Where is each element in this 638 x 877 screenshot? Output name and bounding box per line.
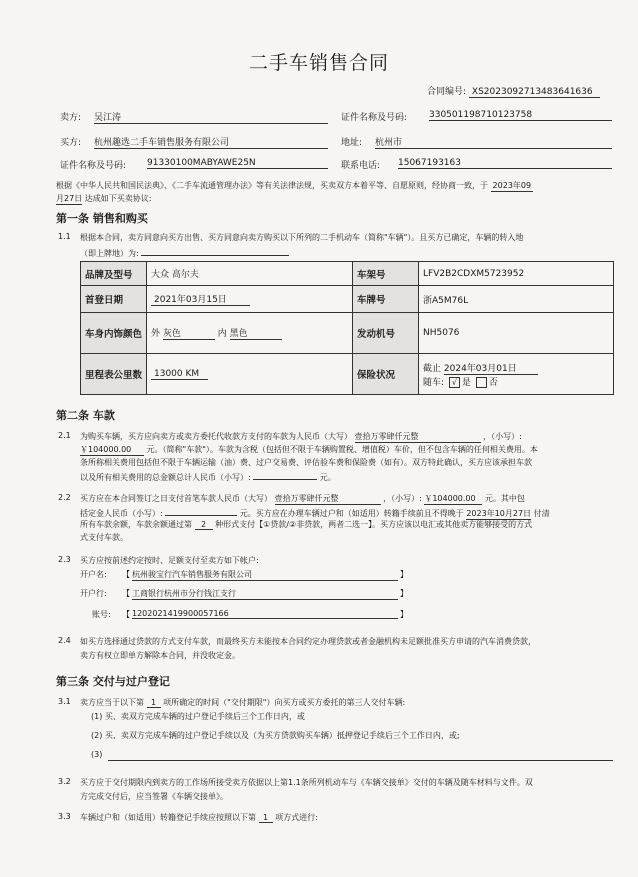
clause-2-2-text-b1: 括定金人民币（小写）: (80, 509, 163, 518)
clause-2-2-amount-cn: 壹拾万零肆仟元整 (275, 493, 381, 505)
clause-2-1-line-3: 条所称相关费用包括但不限于车辆运输（油）费、过户交易费、评估验车费和保险费（如有）。双方特此确认，买方应该承担车款 (80, 458, 532, 467)
clause-2-2-method: 2 (195, 520, 213, 530)
insurance-cell (419, 354, 614, 395)
clause-2-1-text-a1: 为购买车辆，买方应向卖方或卖方委托代收款方支付的车款为人民币（大写） (80, 432, 352, 441)
clause-2-1-amount: ￥104000.00 (80, 444, 144, 456)
color-label: 车身内饰颜色 (81, 313, 147, 354)
clause-3-2-number: 3.2 (58, 777, 71, 786)
clause-1-1-line-1: 根据本合同，卖方同意向买方出售、买方同意向卖方购买以下所列的二手机动车（简称"车辆"）。且买方已确定，车辆的转入地 (80, 233, 524, 242)
buyer-id-label: 证件名称及号码: (60, 161, 127, 171)
clause-2-2-text-c1: 所有车款余额，车款余额通过第 (80, 520, 192, 529)
exterior-color: 灰色 (163, 326, 215, 340)
clause-3-2-line-2: 方完成交付后，应当签署《车辆交接单》。 (80, 792, 228, 801)
clause-2-1-text-b2: 元。（简称"车款"）。车款为含税（包括但不限于车辆购置税、增值税）车价，但不包含车辆的任何相关费用。本 (146, 445, 538, 454)
account-bank-bracket-right: 】 (400, 589, 408, 598)
insurance-until-label: 截止 (423, 363, 442, 374)
clause-2-2-deadline: 2023年10月27日 (466, 509, 532, 518)
intro-date-b: 月27日 (56, 194, 83, 203)
clause-2-2-text-c2: 种形式支付【①贷款/②非贷款，两者二选一】。买方应该以电汇或其他卖方能够接受的方式 (215, 520, 533, 529)
intro-line-2 (56, 193, 151, 205)
account-name-bracket-right: 】 (400, 570, 408, 579)
engine-value: NH5076 (419, 313, 614, 354)
seller-id-value: 330501198710123758 (429, 110, 612, 121)
clause-2-2-text-b3: 付清 (533, 509, 550, 518)
insurance-no-checkbox[interactable] (476, 377, 487, 388)
clause-2-4-number: 2.4 (58, 636, 71, 645)
reg-date-label: 首登日期 (81, 286, 147, 313)
clause-3-3-option: 1 (259, 813, 273, 823)
section-3-title: 第三条 交付与过户登记 (56, 675, 170, 688)
clause-3-1-number: 3.1 (58, 697, 71, 706)
clause-2-1-text-d: 以及所有相关费用的总金额总计人民币（小写）: (80, 473, 251, 482)
clause-2-2-line-4: 式支付车款。 (80, 533, 128, 542)
registration-place-blank (141, 245, 289, 256)
clause-2-1-line-2 (80, 444, 538, 456)
insurance-until-row (423, 361, 609, 375)
clause-3-1-option-3-label: (3) (91, 750, 103, 759)
clause-2-3-number: 2.3 (58, 555, 71, 564)
clause-2-2-amount: ￥104000.00 (424, 493, 482, 505)
clause-2-2-text-b2: 元。买方应在办理车辆过户和（如适用）转籍手续前且不得晚于 (239, 509, 464, 518)
clause-3-1-text-a2: 项所确定的时间（"交付期限"）向买方或买方委托的第三人交付车辆: (163, 698, 406, 707)
clause-3-1-option-3-blank (108, 760, 613, 761)
clause-2-2-line-3 (80, 519, 532, 530)
clause-3-1-option-1: (1) 买、卖双方完成车辆的过户登记手续后三个工作日内，或 (91, 712, 305, 721)
reg-date-value: 2021年03月15日 (151, 292, 250, 306)
contract-no-label: 合同编号: (427, 87, 467, 97)
vin-value: LFV2B2CDXM5723952 (419, 262, 614, 286)
contract-no (427, 84, 600, 98)
clause-3-3-line-1 (80, 812, 318, 823)
clause-2-1-number: 2.1 (58, 431, 71, 440)
clause-2-1-text-a2: ，（小写）: (483, 432, 522, 441)
plate-value: 浙A5M76L (419, 286, 614, 313)
total-amount-blank (253, 470, 317, 480)
clause-2-2-text-a2: ，（小写）: (383, 494, 422, 503)
insurance-until-value: 2024年03月01日 (444, 361, 538, 375)
clause-2-2-line-2 (80, 506, 550, 520)
clause-2-2-number: 2.2 (58, 493, 71, 502)
account-number-label: 账号: (92, 610, 111, 619)
seller-label: 卖方: (60, 113, 82, 123)
section-2-title: 第二条 车款 (56, 409, 115, 422)
account-number-bracket-right: 】 (400, 610, 408, 619)
mileage-cell (147, 354, 353, 395)
account-bank-label: 开户行: (80, 589, 107, 598)
clause-2-1-text-d2: 元。 (319, 473, 336, 482)
clause-2-2-text-a3: 元。其中包 (484, 494, 525, 503)
brand-value: 大众 高尔夫 (147, 262, 353, 286)
clause-3-3-number: 3.3 (58, 812, 71, 821)
phone-label: 联系电话: (341, 161, 381, 171)
insurance-yes-checkbox[interactable]: √ (449, 377, 460, 388)
clause-3-1-option-2: (2) 买、卖双方完成车辆的过户登记手续以及（为买方贷款购买车辆）抵押登记手续后三个工作日内，或; (91, 731, 460, 740)
mileage-label: 里程表公里数 (81, 354, 147, 395)
account-number-value: 1202021419900057166 (132, 609, 398, 619)
interior-label: 内 (217, 329, 227, 339)
clause-1-1-line-2 (80, 245, 289, 259)
insurance-yes-label: 是 (461, 377, 471, 388)
document-title: 二手车销售合同 (248, 52, 389, 74)
intro-text-a: 根据《中华人民共和国民法典》、《二手车流通管理办法》等有关法律法规，买卖双方本着平等、自愿原则，经协商一致，于 (56, 181, 488, 190)
account-name-label: 开户名: (80, 570, 107, 579)
engine-label: 发动机号 (353, 313, 419, 354)
brand-label: 品牌及型号 (81, 262, 147, 286)
buyer-label: 买方: (60, 138, 82, 148)
color-cell (147, 313, 353, 354)
intro-line-1 (56, 180, 533, 192)
clause-2-3-text: 买方应按前述约定按时、足额支付至卖方如下帐户: (80, 556, 259, 565)
clause-3-1-line-1 (80, 697, 405, 708)
clause-2-1-line-4 (80, 470, 336, 483)
intro-text-b: 达成如下买卖协议: (84, 194, 152, 203)
clause-3-3-text-a2: 项方式进行: (275, 813, 318, 822)
clause-2-4-line-2: 卖方有权立即单方解除本合同，并没收定金。 (80, 651, 240, 660)
buyer-value: 杭州趣选二手车销售服务有限公司 (94, 135, 328, 149)
insurance-follow-label: 随车: (423, 377, 445, 388)
insurance-no-label: 否 (488, 377, 498, 388)
clause-1-1-text-b: （即上牌地）为: (80, 249, 139, 258)
clause-2-2-line-1 (80, 493, 525, 505)
seller-id-label: 证件名称及号码: (341, 113, 408, 123)
seller-value: 吴江涛 (94, 110, 328, 124)
interior-color: 黑色 (230, 326, 282, 340)
account-bank-bracket-left: 【 (122, 589, 130, 598)
vin-label: 车架号 (353, 262, 419, 286)
account-bank-value: 工商银行杭州市分行钱江支行 (132, 588, 398, 600)
deposit-blank (165, 506, 237, 516)
section-1-title: 第一条 销售和购买 (56, 212, 148, 225)
clause-3-2-line-1: 买方应于交付期限内到卖方的工作场所接受卖方依据以上第1.1条所列机动车与《车辆交接单》交付的车辆及随车材料与文件。双 (80, 778, 533, 787)
clause-1-1-number: 1.1 (58, 232, 71, 241)
clause-2-2-text-a1: 买方应在本合同签订之日支付首笔车款人民币（大写） (80, 494, 272, 503)
exterior-label: 外 (151, 329, 161, 339)
clause-3-1-text-a1: 卖方应当于以下第 (80, 698, 144, 707)
account-number-bracket-left: 【 (122, 610, 130, 619)
buyer-id-value: 91330100MABYAWE25N (147, 158, 328, 169)
reg-date-cell (147, 286, 353, 313)
clause-3-3-text-a1: 车辆过户和（如适用）转籍登记手续应按照以下第 (80, 813, 256, 822)
clause-2-1-amount-cn: 壹拾万零肆仟元整 (355, 431, 481, 443)
address-value: 杭州市 (375, 135, 612, 149)
vehicle-info-table (80, 261, 614, 395)
contract-no-value: XS2023092713483641636 (469, 87, 600, 98)
address-label: 地址: (341, 138, 363, 148)
intro-date-a: 2023年09 (492, 181, 532, 190)
clause-2-1-line-1 (80, 431, 522, 443)
clause-2-4-line-1: 如买方选择通过贷款的方式支付车款，而最终买方未能按本合同约定办理贷款或者金融机构未足额批准买方申请的汽车消费贷款， (80, 637, 536, 646)
account-name-bracket-left: 【 (122, 570, 130, 579)
mileage-value: 13000 KM (151, 369, 208, 380)
insurance-label: 保险状况 (353, 354, 419, 395)
phone-value: 15067193163 (398, 158, 612, 169)
clause-3-1-option: 1 (147, 698, 161, 708)
account-name-value: 杭州骏宝行汽车销售服务有限公司 (132, 569, 398, 581)
insurance-follow-row (423, 375, 609, 388)
plate-label: 车牌号 (353, 286, 419, 313)
